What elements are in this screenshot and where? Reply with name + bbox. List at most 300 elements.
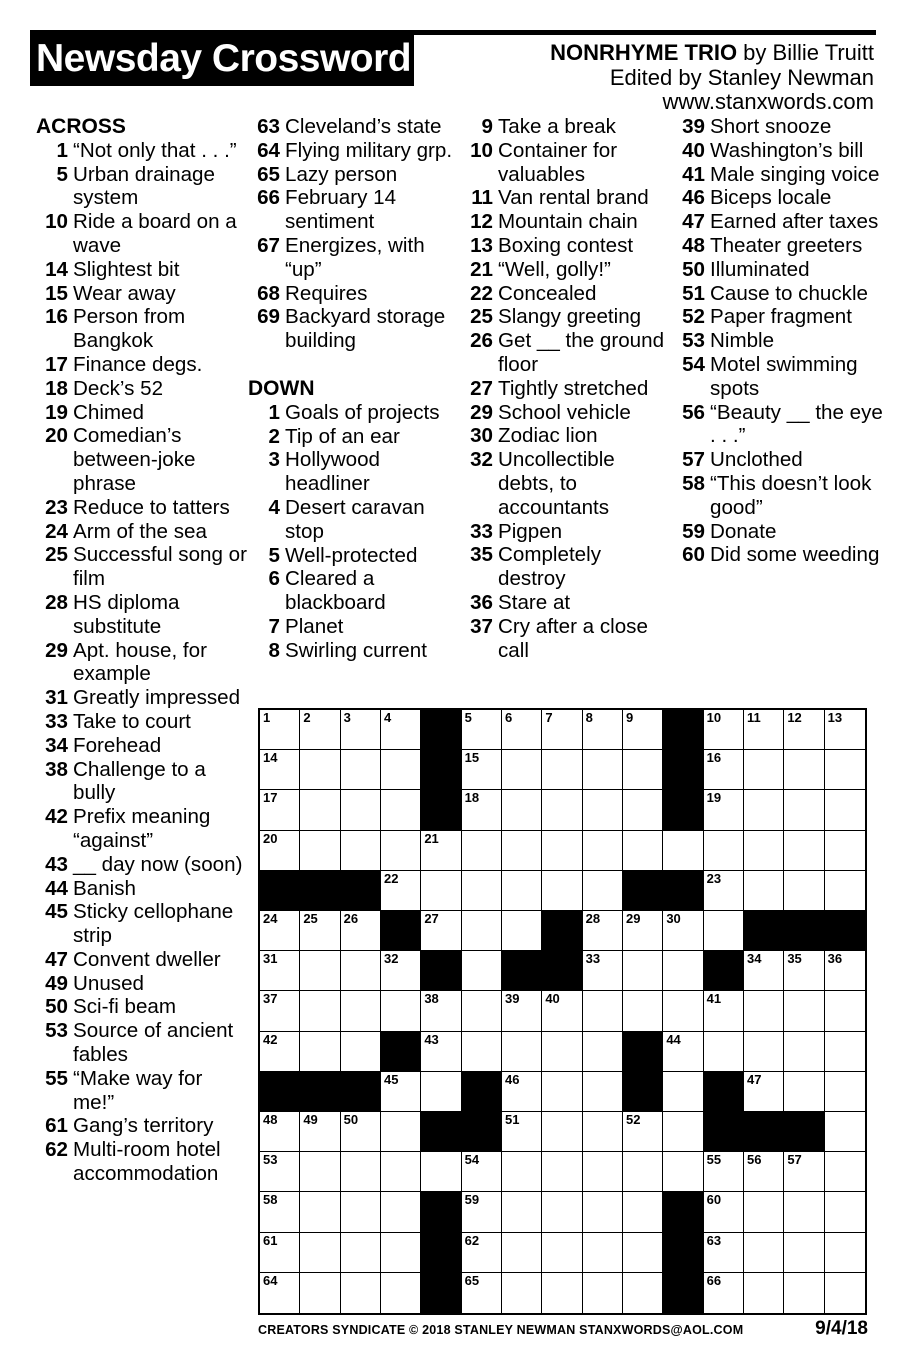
clue-across-65[interactable] [248, 163, 453, 187]
clue-text: Reduce to tatters [73, 495, 230, 519]
grid-cell[interactable] [583, 1152, 623, 1192]
grid-cell[interactable] [663, 1072, 703, 1112]
black-square [421, 1233, 461, 1273]
grid-cell[interactable] [704, 991, 744, 1031]
grid-cell[interactable] [341, 1192, 381, 1232]
cell-number: 41 [706, 991, 722, 1007]
grid-cell[interactable] [502, 1192, 542, 1232]
grid-cell[interactable] [341, 1152, 381, 1192]
clue-across-16[interactable] [36, 305, 248, 353]
grid-cell[interactable] [623, 1152, 663, 1192]
grid-cell[interactable] [381, 1192, 421, 1232]
grid-cell[interactable] [421, 991, 461, 1031]
grid-cell[interactable] [542, 1112, 582, 1152]
grid-cell[interactable] [825, 1152, 865, 1192]
grid-cell[interactable] [542, 1233, 582, 1273]
grid-cell[interactable] [623, 991, 663, 1031]
grid-cell[interactable] [260, 1192, 300, 1232]
clue-across-64[interactable] [248, 139, 453, 163]
clue-down-59[interactable] [673, 520, 883, 544]
clue-number: 57 [682, 448, 705, 472]
clue-down-57[interactable] [673, 448, 883, 472]
grid-cell[interactable] [623, 750, 663, 790]
grid-cell[interactable] [663, 911, 703, 951]
puzzle-title: Newsday Crossword [30, 30, 414, 86]
grid-cell[interactable] [744, 790, 784, 830]
cell-number: 3 [343, 710, 351, 725]
grid-cell[interactable] [784, 750, 824, 790]
clue-across-5[interactable] [36, 163, 248, 211]
grid-cell[interactable] [542, 1072, 582, 1112]
grid-cell[interactable] [502, 831, 542, 871]
cell-number: 40 [545, 991, 560, 1007]
grid-cell[interactable] [300, 790, 340, 830]
clue-down-35[interactable] [461, 543, 666, 591]
grid-cell[interactable] [623, 790, 663, 830]
grid-cell[interactable] [502, 871, 542, 911]
clue-down-7[interactable] [248, 615, 453, 639]
grid-cell[interactable] [583, 790, 623, 830]
grid-cell[interactable] [260, 831, 300, 871]
website-link[interactable]: www.stanxwords.com [662, 89, 874, 114]
grid-cell[interactable] [583, 871, 623, 911]
grid-cell[interactable] [341, 911, 381, 951]
grid-cell[interactable] [583, 1112, 623, 1152]
grid-cell[interactable] [381, 1112, 421, 1152]
clue-across-38[interactable] [36, 758, 248, 806]
clue-down-10[interactable] [461, 139, 666, 187]
grid-cell[interactable] [381, 991, 421, 1031]
clue-down-54[interactable] [673, 353, 883, 401]
grid-cell[interactable] [663, 991, 703, 1031]
grid-cell[interactable] [784, 991, 824, 1031]
clue-across-34[interactable] [36, 734, 248, 758]
clue-across-49[interactable] [36, 972, 248, 996]
cell-number: 39 [504, 991, 520, 1007]
clue-down-39[interactable] [673, 115, 883, 139]
black-square [542, 911, 582, 951]
grid-cell[interactable] [542, 1273, 582, 1313]
grid-cell[interactable] [381, 831, 421, 871]
grid-cell[interactable] [502, 710, 542, 750]
grid-cell[interactable] [260, 1233, 300, 1273]
grid-cell[interactable] [421, 871, 461, 911]
grid-cell[interactable] [542, 1192, 582, 1232]
grid-cell[interactable] [462, 871, 502, 911]
grid-cell[interactable] [502, 991, 542, 1031]
grid-cell[interactable] [381, 871, 421, 911]
grid-cell[interactable] [462, 991, 502, 1031]
grid-cell[interactable] [260, 991, 300, 1031]
grid-cell[interactable] [300, 911, 340, 951]
clue-across-66[interactable] [248, 186, 453, 234]
grid-cell[interactable] [623, 1233, 663, 1273]
grid-cell[interactable] [623, 1112, 663, 1152]
clue-down-53[interactable] [673, 329, 883, 353]
grid-cell[interactable] [825, 951, 865, 991]
cell-number: 55 [706, 1152, 722, 1168]
grid-cell[interactable] [341, 710, 381, 750]
clue-across-10[interactable] [36, 210, 248, 258]
clue-text: Prefix meaning “against” [73, 805, 211, 852]
grid-cell[interactable] [502, 1233, 542, 1273]
grid-cell[interactable] [421, 1032, 461, 1072]
grid-cell[interactable] [341, 1032, 381, 1072]
grid-cell[interactable] [260, 750, 300, 790]
grid-cell[interactable] [542, 750, 582, 790]
grid-cell[interactable] [704, 790, 744, 830]
clue-text: “This doesn’t look good” [710, 471, 872, 519]
grid-cell[interactable] [462, 1273, 502, 1313]
clue-across-33[interactable] [36, 710, 248, 734]
clue-down-26[interactable] [461, 329, 666, 377]
clue-down-5[interactable] [248, 544, 453, 568]
clue-across-55[interactable] [36, 1067, 248, 1115]
grid-cell[interactable] [300, 1152, 340, 1192]
grid-cell[interactable] [744, 1192, 784, 1232]
grid-cell[interactable] [623, 1192, 663, 1232]
grid-cell[interactable] [583, 710, 623, 750]
grid-cell[interactable] [583, 911, 623, 951]
cell-number: 53 [263, 1152, 278, 1168]
grid-cell[interactable] [784, 1233, 824, 1273]
grid-cell[interactable] [300, 831, 340, 871]
grid-cell[interactable] [583, 951, 623, 991]
grid-cell[interactable] [784, 790, 824, 830]
clue-down-37[interactable] [461, 615, 666, 663]
clue-down-56[interactable] [673, 401, 883, 449]
grid-cell[interactable] [704, 831, 744, 871]
grid-cell[interactable] [542, 871, 582, 911]
grid-cell[interactable] [381, 1152, 421, 1192]
cell-number: 54 [464, 1152, 480, 1168]
clue-across-28[interactable] [36, 591, 248, 639]
grid-cell[interactable] [744, 1072, 784, 1112]
clue-text: Multi-room hotel accommodation [73, 1138, 221, 1186]
grid-cell[interactable] [260, 790, 300, 830]
grid-cell[interactable] [663, 1112, 703, 1152]
grid-cell[interactable] [825, 750, 865, 790]
grid-cell[interactable] [502, 750, 542, 790]
clue-across-67[interactable] [248, 234, 453, 282]
grid-cell[interactable] [784, 871, 824, 911]
clue-down-33[interactable] [461, 520, 666, 544]
grid-cell[interactable] [583, 1072, 623, 1112]
grid-cell[interactable] [744, 1152, 784, 1192]
clue-across-53[interactable] [36, 1019, 248, 1067]
grid-cell[interactable] [825, 790, 865, 830]
grid-cell[interactable] [825, 871, 865, 911]
grid-cell[interactable] [583, 1233, 623, 1273]
clue-down-52[interactable] [673, 305, 883, 329]
clue-across-43[interactable] [36, 853, 248, 877]
grid-cell[interactable] [462, 790, 502, 830]
grid-cell[interactable] [502, 1072, 542, 1112]
clue-down-13[interactable] [461, 234, 666, 258]
grid-cell[interactable] [542, 991, 582, 1031]
grid-cell[interactable] [784, 710, 824, 750]
grid-cell[interactable] [623, 951, 663, 991]
grid-cell[interactable] [300, 1273, 340, 1313]
cell-number: 42 [263, 1031, 278, 1047]
grid-cell[interactable] [462, 750, 502, 790]
grid-cell[interactable] [300, 750, 340, 790]
grid-cell[interactable] [744, 1273, 784, 1313]
clue-across-19[interactable] [36, 401, 248, 425]
clue-across-69[interactable] [248, 305, 453, 353]
grid-cell[interactable] [341, 1112, 381, 1152]
clue-down-25[interactable] [461, 305, 666, 329]
clue-across-17[interactable] [36, 353, 248, 377]
grid-cell[interactable] [744, 710, 784, 750]
grid-cell[interactable] [583, 1273, 623, 1313]
grid-cell[interactable] [421, 1152, 461, 1192]
grid-cell[interactable] [623, 710, 663, 750]
grid-cell[interactable] [462, 951, 502, 991]
grid-cell[interactable] [784, 831, 824, 871]
grid-cell[interactable] [341, 1233, 381, 1273]
clue-across-47[interactable] [36, 948, 248, 972]
grid-cell[interactable] [421, 831, 461, 871]
grid-cell[interactable] [704, 1032, 744, 1072]
grid-cell[interactable] [623, 1273, 663, 1313]
grid-cell[interactable] [784, 1273, 824, 1313]
clue-across-1[interactable] [36, 139, 248, 163]
grid-cell[interactable] [462, 1032, 502, 1072]
grid-cell[interactable] [300, 991, 340, 1031]
grid-cell[interactable] [421, 911, 461, 951]
cell-number: 43 [424, 1031, 439, 1047]
grid-cell[interactable] [462, 831, 502, 871]
grid-cell[interactable] [663, 1152, 703, 1192]
grid-cell[interactable] [260, 710, 300, 750]
clue-down-6[interactable] [248, 567, 453, 615]
clue-number: 38 [45, 757, 68, 781]
clue-down-8[interactable] [248, 639, 453, 663]
grid-cell[interactable] [663, 951, 703, 991]
grid-cell[interactable] [583, 831, 623, 871]
cell-number: 19 [706, 790, 722, 806]
clue-text: Swirling current [285, 638, 427, 662]
clue-across-62[interactable] [36, 1138, 248, 1186]
grid-cell[interactable] [341, 831, 381, 871]
grid-cell[interactable] [421, 1072, 461, 1112]
grid-cell[interactable] [825, 1273, 865, 1313]
grid-cell[interactable] [502, 1152, 542, 1192]
grid-cell[interactable] [825, 1032, 865, 1072]
grid-cell[interactable] [300, 710, 340, 750]
grid-cell[interactable] [542, 710, 582, 750]
clue-down-50[interactable] [673, 258, 883, 282]
grid-cell[interactable] [502, 1032, 542, 1072]
grid-cell[interactable] [784, 1072, 824, 1112]
grid-cell[interactable] [260, 1273, 300, 1313]
grid-cell[interactable] [623, 911, 663, 951]
grid-cell[interactable] [542, 1152, 582, 1192]
clue-across-42[interactable] [36, 805, 248, 853]
grid-cell[interactable] [583, 991, 623, 1031]
grid-cell[interactable] [744, 1233, 784, 1273]
grid-cell[interactable] [542, 1032, 582, 1072]
clue-across-25[interactable] [36, 543, 248, 591]
clue-across-44[interactable] [36, 877, 248, 901]
cell-number: 12 [787, 710, 802, 725]
grid-cell[interactable] [825, 1072, 865, 1112]
clue-text: Goals of projects [285, 400, 440, 424]
clue-text: Planet [285, 614, 344, 638]
grid-cell[interactable] [462, 1233, 502, 1273]
cell-number: 4 [383, 710, 392, 725]
clue-across-45[interactable] [36, 900, 248, 948]
clue-down-30[interactable] [461, 424, 666, 448]
grid-cell[interactable] [784, 1032, 824, 1072]
clue-down-47[interactable] [673, 210, 883, 234]
clue-down-2[interactable] [248, 425, 453, 449]
clue-across-29[interactable] [36, 639, 248, 687]
clue-across-63[interactable] [248, 115, 453, 139]
grid-cell[interactable] [704, 1273, 744, 1313]
grid-cell[interactable] [381, 750, 421, 790]
grid-cell[interactable] [502, 911, 542, 951]
grid-cell[interactable] [260, 1112, 300, 1152]
grid-cell[interactable] [825, 991, 865, 1031]
grid-cell[interactable] [704, 750, 744, 790]
clue-across-31[interactable] [36, 686, 248, 710]
grid-cell[interactable] [341, 1273, 381, 1313]
grid-cell[interactable] [462, 1192, 502, 1232]
grid-cell[interactable] [583, 750, 623, 790]
grid-cell[interactable] [502, 790, 542, 830]
clue-down-22[interactable] [461, 282, 666, 306]
grid-cell[interactable] [502, 1112, 542, 1152]
grid-cell[interactable] [381, 710, 421, 750]
grid-cell[interactable] [381, 1072, 421, 1112]
grid-cell[interactable] [381, 1273, 421, 1313]
grid-cell[interactable] [704, 871, 744, 911]
clue-down-12[interactable] [461, 210, 666, 234]
grid-cell[interactable] [663, 1032, 703, 1072]
grid-cell[interactable] [462, 911, 502, 951]
clue-down-46[interactable] [673, 186, 883, 210]
clue-down-40[interactable] [673, 139, 883, 163]
clue-down-27[interactable] [461, 377, 666, 401]
clue-down-21[interactable] [461, 258, 666, 282]
clue-down-3[interactable] [248, 448, 453, 496]
clue-across-68[interactable] [248, 282, 453, 306]
grid-cell[interactable] [462, 710, 502, 750]
grid-cell[interactable] [381, 1233, 421, 1273]
grid-cell[interactable] [704, 1152, 744, 1192]
grid-cell[interactable] [744, 871, 784, 911]
grid-cell[interactable] [704, 1233, 744, 1273]
clue-text: Challenge to a bully [73, 757, 206, 805]
grid-cell[interactable] [341, 750, 381, 790]
clue-across-14[interactable] [36, 258, 248, 282]
grid-cell[interactable] [744, 750, 784, 790]
grid-cell[interactable] [784, 951, 824, 991]
grid-cell[interactable] [583, 1032, 623, 1072]
grid-cell[interactable] [260, 1152, 300, 1192]
grid-cell[interactable] [341, 951, 381, 991]
clue-number: 53 [45, 1019, 68, 1043]
grid-cell[interactable] [300, 951, 340, 991]
clue-across-15[interactable] [36, 282, 248, 306]
clue-number: 30 [470, 424, 493, 448]
clue-across-24[interactable] [36, 520, 248, 544]
grid-cell[interactable] [784, 1152, 824, 1192]
clue-down-41[interactable] [673, 163, 883, 187]
grid-cell[interactable] [381, 951, 421, 991]
grid-cell[interactable] [462, 1152, 502, 1192]
grid-cell[interactable] [825, 1192, 865, 1232]
grid-cell[interactable] [825, 1233, 865, 1273]
clue-down-4[interactable] [248, 496, 453, 544]
black-square [623, 1032, 663, 1072]
grid-cell[interactable] [784, 1192, 824, 1232]
clue-number: 25 [45, 543, 68, 567]
grid-cell[interactable] [583, 1192, 623, 1232]
clue-across-61[interactable] [36, 1114, 248, 1138]
grid-cell[interactable] [502, 1273, 542, 1313]
clue-down-58[interactable] [673, 472, 883, 520]
grid-cell[interactable] [260, 951, 300, 991]
grid-cell[interactable] [300, 1112, 340, 1152]
grid-cell[interactable] [341, 790, 381, 830]
clue-down-1[interactable] [248, 401, 453, 425]
clue-across-50[interactable] [36, 995, 248, 1019]
grid-cell[interactable] [744, 1032, 784, 1072]
grid-cell[interactable] [663, 831, 703, 871]
grid-cell[interactable] [825, 710, 865, 750]
clue-down-29[interactable] [461, 401, 666, 425]
clue-number: 49 [45, 971, 68, 995]
grid-cell[interactable] [704, 911, 744, 951]
grid-cell[interactable] [744, 991, 784, 1031]
clue-down-32[interactable] [461, 448, 666, 519]
clue-text: Convent dweller [73, 947, 221, 971]
grid-cell[interactable] [825, 1112, 865, 1152]
grid-cell[interactable] [341, 991, 381, 1031]
clue-down-60[interactable] [673, 543, 883, 567]
grid-cell[interactable] [260, 911, 300, 951]
grid-cell[interactable] [623, 831, 663, 871]
clue-number: 69 [257, 305, 280, 329]
grid-cell[interactable] [704, 710, 744, 750]
cell-number: 36 [827, 951, 843, 967]
clue-down-9[interactable] [461, 115, 666, 139]
clue-down-36[interactable] [461, 591, 666, 615]
grid-cell[interactable] [542, 831, 582, 871]
grid-cell[interactable] [260, 1032, 300, 1072]
clue-across-23[interactable] [36, 496, 248, 520]
grid-cell[interactable] [300, 1233, 340, 1273]
grid-cell[interactable] [744, 951, 784, 991]
clue-down-11[interactable] [461, 186, 666, 210]
clue-down-48[interactable] [673, 234, 883, 258]
clue-across-18[interactable] [36, 377, 248, 401]
grid-cell[interactable] [542, 790, 582, 830]
grid-cell[interactable] [744, 831, 784, 871]
grid-cell[interactable] [300, 1032, 340, 1072]
grid-cell[interactable] [381, 790, 421, 830]
clue-down-51[interactable] [673, 282, 883, 306]
clue-text: Person from Bangkok [73, 305, 186, 353]
grid-cell[interactable] [704, 1192, 744, 1232]
clue-across-20[interactable] [36, 424, 248, 495]
grid-cell[interactable] [825, 831, 865, 871]
grid-cell[interactable] [300, 1192, 340, 1232]
cell-number: 34 [746, 951, 762, 967]
